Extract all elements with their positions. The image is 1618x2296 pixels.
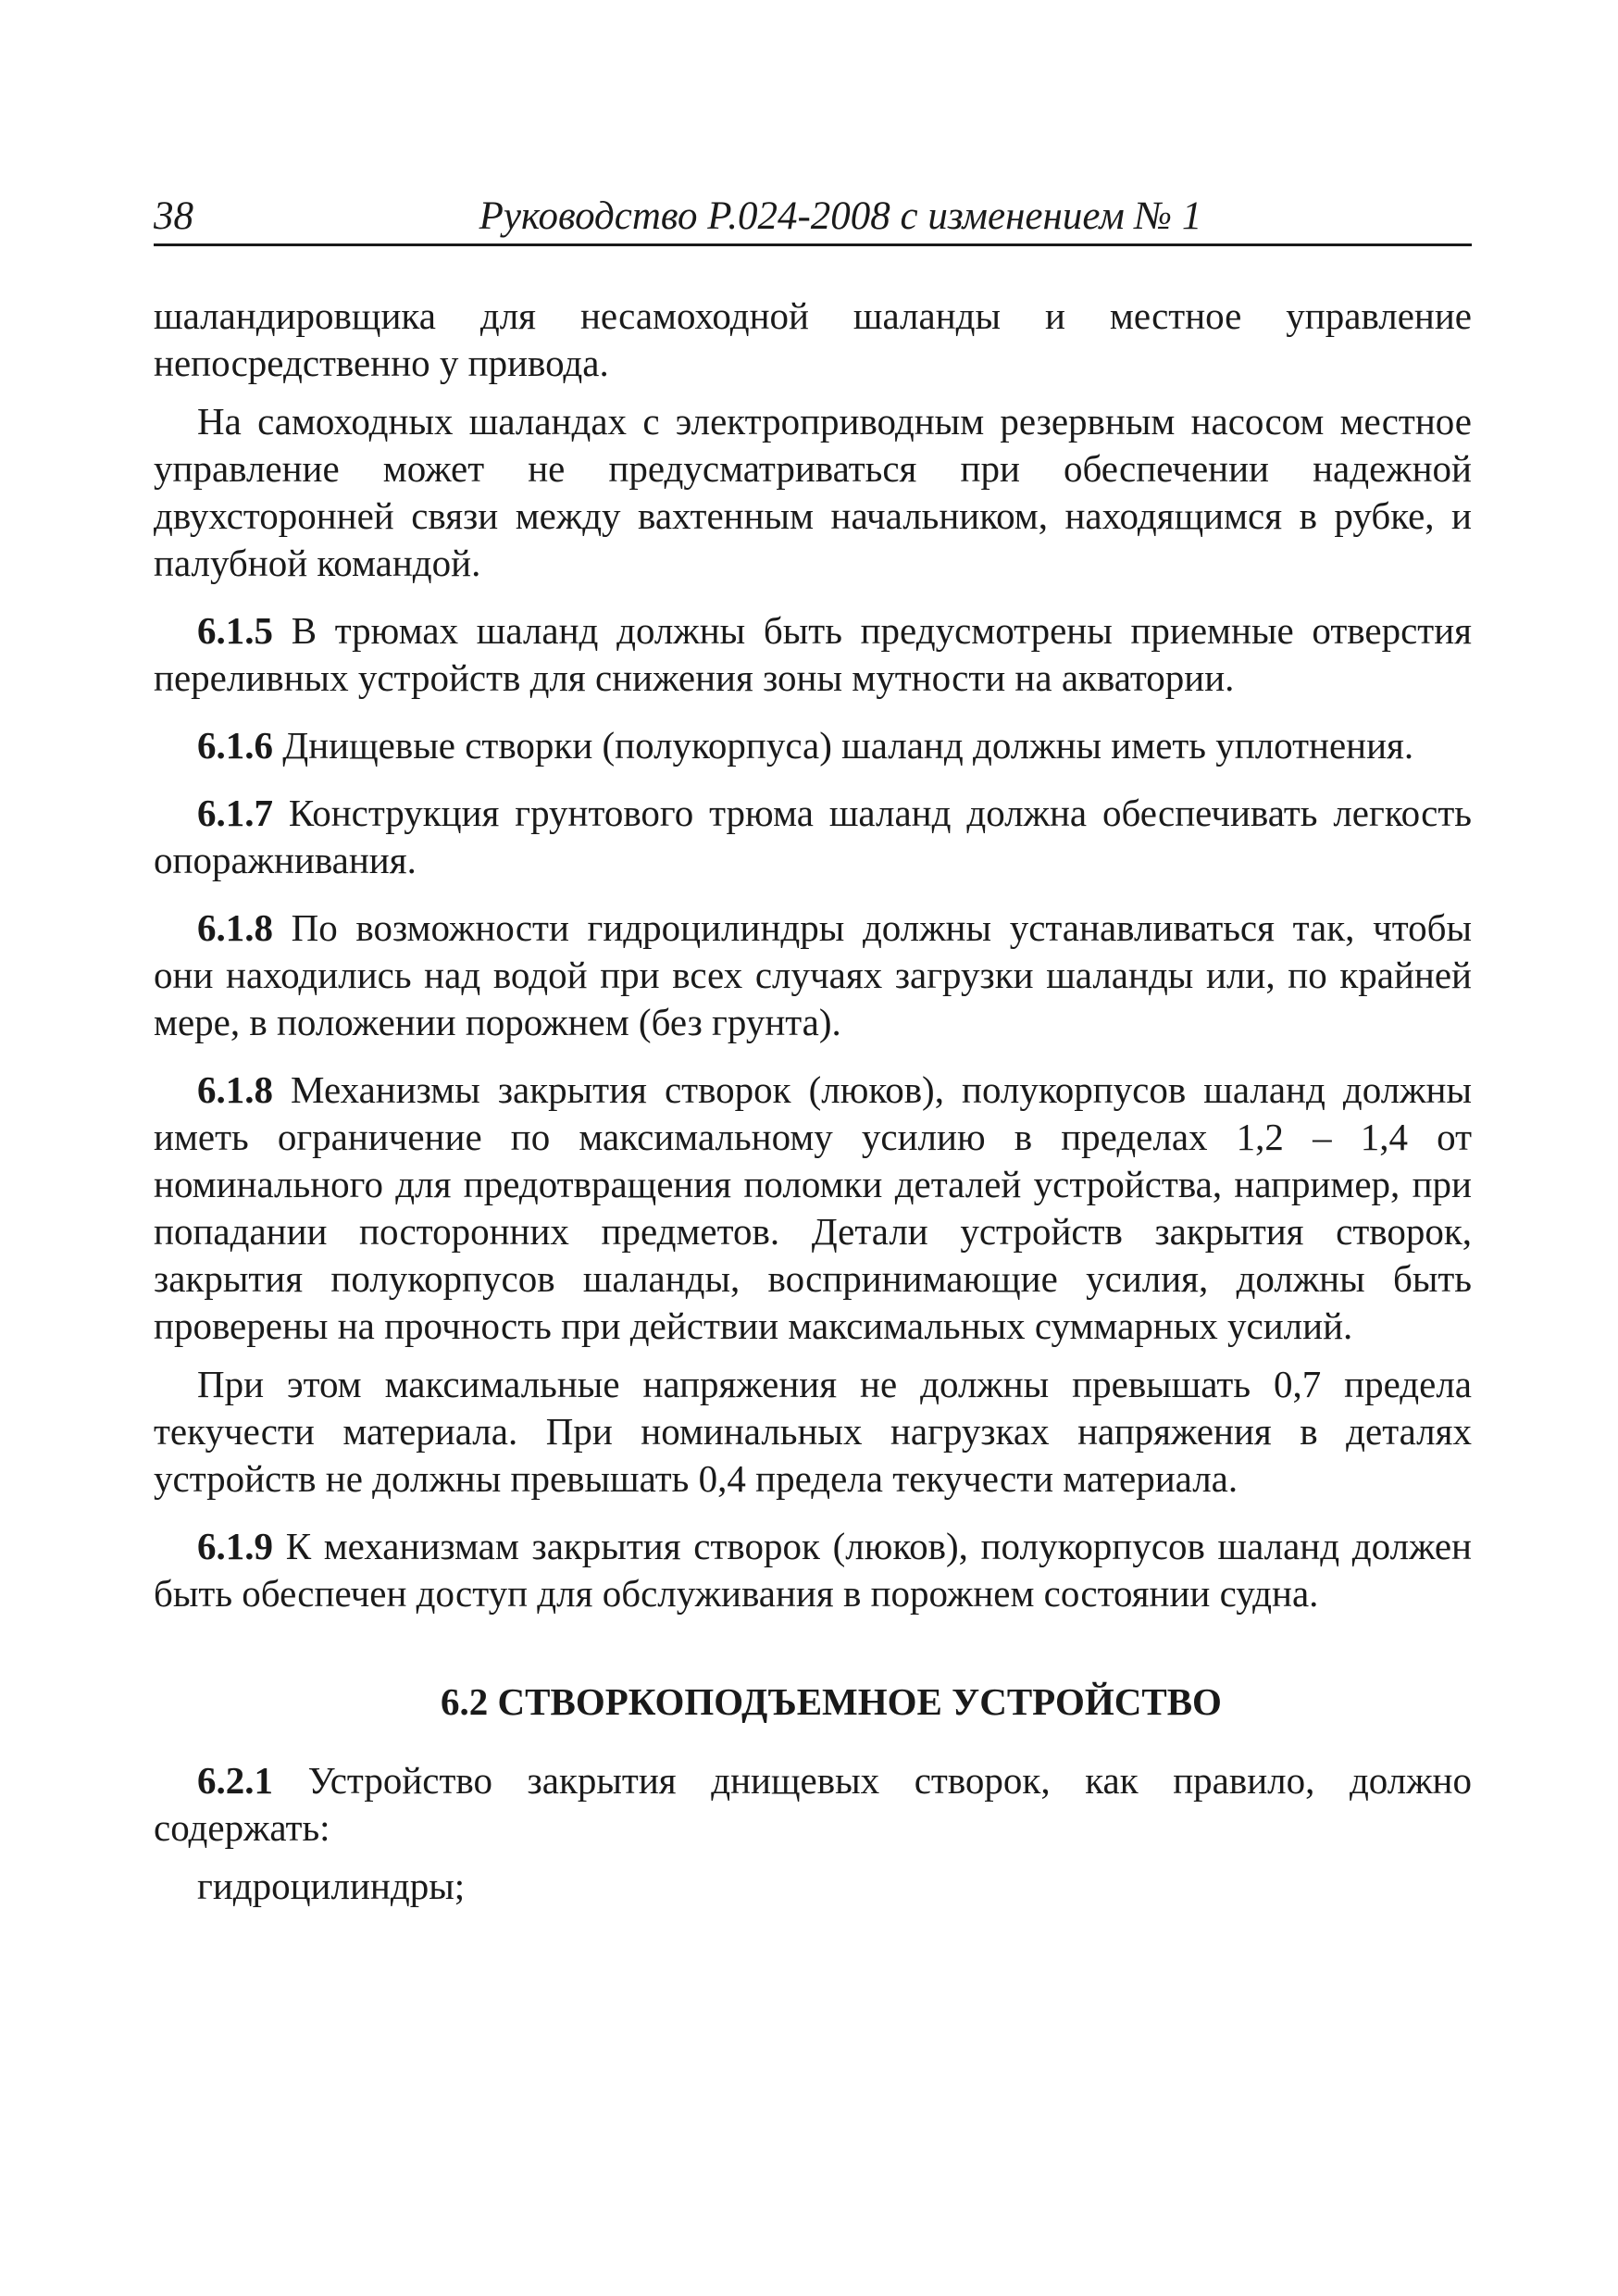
running-header [154, 190, 1472, 246]
paragraph-self-propelled: На самоходных шаландах с электроприводным резервным насосом местное управление может не предусматриваться при обеспечении надежной двухсторонней связи между вахтенным начальником, находящимся в рубке, и палубной командой. [154, 400, 1472, 584]
header-title: Руководство Р.024-2008 с изменением № 1 [479, 194, 1202, 238]
clause-6-1-9 [154, 1523, 1472, 1617]
clause-number: 6.1.7 [197, 792, 273, 834]
clause-text: Конструкция грунтового трюма шаланд должна обеспечивать легкость опоражнивания. [154, 792, 1472, 881]
clause-text: По возможности гидроцилиндры должны устанавливаться так, чтобы они находились над водой при всех случаях загрузки шаланды или, по крайней мере, в положении порожнем (без грунта). [154, 906, 1472, 1043]
clause-6-1-5 [154, 607, 1472, 702]
clause-text: Устройство закрытия днищевых створок, как правило, должно содержать: [154, 1759, 1472, 1849]
paragraph-continuation: шаландировщика для несамоходной шаланды и местное управление непосредственно у привода. [154, 294, 1472, 384]
body-text [154, 293, 1472, 1910]
clause-text: Механизмы закрытия створок (люков), полукорпусов шаланд должны иметь ограничение по максимальному усилию в пределах 1,2 – 1,4 от номинального для предотвращения поломки деталей устройства, например, при попадании посторонних предметов. Детали устройств закрытия створок, закрытия полукорпусов шаланды, воспринимающие усилия, должны быть проверены на прочность при действии максимальных суммарных усилий. [154, 1068, 1472, 1347]
clause-number: 6.1.8 [197, 906, 273, 949]
document-page [154, 190, 1472, 2227]
clause-number: 6.1.8 [197, 1068, 273, 1111]
clause-number: 6.1.6 [197, 724, 273, 767]
paragraph-stress-limits: При этом максимальные напряжения не должны превышать 0,7 предела текучести материала. При номинальных нагрузках напряжения в деталях устройств не должны превышать 0,4 предела текучести материала. [154, 1363, 1472, 1500]
clause-number: 6.1.5 [197, 609, 273, 652]
clause-6-1-8-mechanisms [154, 1067, 1472, 1350]
clause-text: К механизмам закрытия створок (люков), полукорпусов шаланд должен быть обеспечен доступ для обслуживания в порожнем состоянии судна. [154, 1525, 1472, 1615]
clause-6-1-7 [154, 790, 1472, 884]
list-item-hydraulic-cylinders: гидроцилиндры; [197, 1865, 466, 1907]
clause-6-1-6 [154, 722, 1472, 769]
clause-number: 6.1.9 [197, 1525, 273, 1567]
clause-6-2-1 [154, 1757, 1472, 1852]
clause-text: В трюмах шаланд должны быть предусмотрены приемные отверстия переливных устройств для снижения зоны мутности на акватории. [154, 609, 1472, 699]
clause-6-1-8-cylinders [154, 905, 1472, 1046]
clause-text: Днищевые створки (полукорпуса) шаланд должны иметь уплотнения. [273, 724, 1414, 767]
page-number: 38 [154, 194, 193, 238]
section-title: 6.2 СТВОРКОПОДЪЕМНОЕ УСТРОЙСТВО [441, 1680, 1222, 1723]
clause-number: 6.2.1 [197, 1759, 273, 1802]
